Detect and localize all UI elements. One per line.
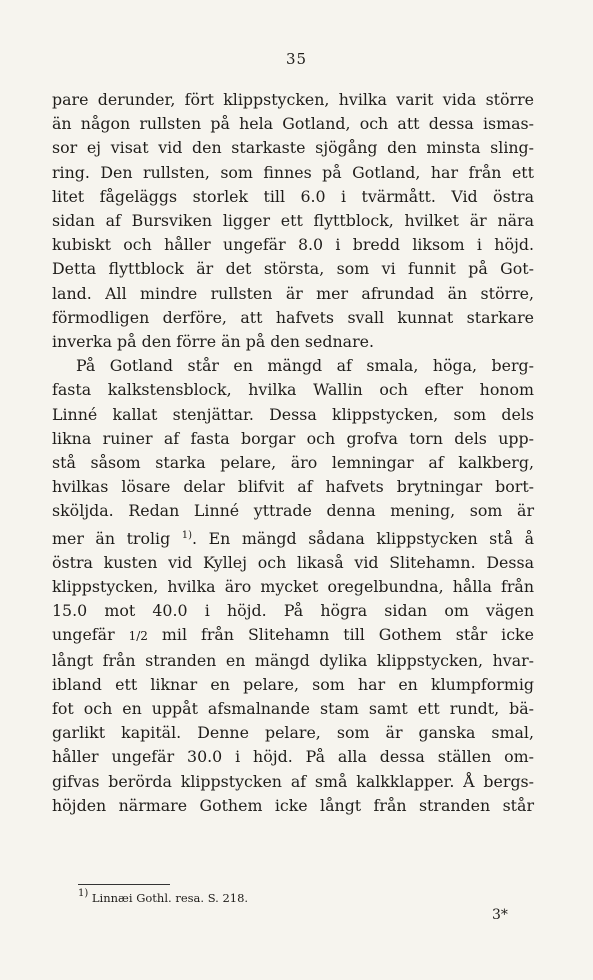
text-line: håller ungefär 30.0 i höjd. På alla dessa ställen om- (52, 747, 534, 767)
text-line: höjden närmare Gothem icke långt från stranden står (52, 795, 534, 815)
text-line (52, 524, 534, 551)
footnote-divider (78, 884, 170, 885)
body-text (52, 88, 534, 818)
text-line: land. All mindre rullsten är mer afrundad än större, (52, 283, 534, 303)
text-line: sidan af Bursviken ligger ett flyttblock, hvilket är nära (52, 211, 534, 231)
text-fragment: mil från Slitehamn till Gothem står icke (161, 625, 534, 645)
footnote (78, 888, 248, 905)
text-line: Linné kallat stenjättar. Dessa klippstycken, som dels (52, 404, 534, 424)
text-line: På Gotland står en mängd af smala, höga, berg- (76, 356, 534, 376)
signature-mark: 3* (492, 907, 508, 923)
text-line: inverka på den förre än på den sednare. (52, 332, 375, 352)
text-line: långt från stranden en mängd dylika klippstycken, hvar- (52, 650, 534, 670)
text-line: Detta flyttblock är det största, som vi funnit på Got- (52, 259, 534, 279)
text-fragment: ungefär (52, 625, 115, 645)
text-line: garlikt kapitäl. Denne pelare, som är ganska smal, (52, 723, 534, 743)
fraction: 1/2 (128, 629, 148, 644)
text-fragment: mer än trolig (52, 528, 171, 548)
text-line: än någon rullsten på hela Gotland, och att dessa ismas- (52, 114, 534, 134)
text-line: förmodligen derföre, att hafvets svall kunnat starkare (52, 307, 534, 327)
text-line: ibland ett liknar en pelare, som har en klumpformig (52, 674, 534, 694)
page-number: 35 (285, 50, 308, 68)
text-line: sor ej visat vid den starkaste sjögång den minsta sling- (52, 138, 534, 158)
text-line: ring. Den rullsten, som finnes på Gotland, har från ett (52, 162, 534, 182)
text-line (52, 623, 534, 648)
text-line: litet fågeläggs storlek till 6.0 i tvärmått. Vid östra (52, 186, 534, 206)
text-line: klippstycken, hvilka äro mycket oregelbundna, hålla från (52, 577, 534, 597)
text-line: fasta kalkstensblock, hvilka Wallin och efter honom (52, 380, 534, 400)
text-line: hvilkas lösare delar blifvit af hafvets brytningar bort- (52, 477, 534, 497)
footnote-reference: 1) (181, 529, 193, 541)
footnote-text: Linnæi Gothl. resa. S. 218. (91, 891, 249, 905)
footnote-marker: 1) (78, 888, 89, 899)
text-line: fot och en uppåt afsmalnande stam samt ett rundt, bä- (52, 699, 534, 719)
text-line: gifvas berörda klippstycken af små kalkklapper. Å bergs- (52, 771, 534, 791)
text-line: pare derunder, fört klippstycken, hvilka varit vida större (52, 90, 534, 109)
text-line: kubiskt och håller ungefär 8.0 i bredd liksom i höjd. (52, 235, 534, 255)
text-line: sköljda. Redan Linné yttrade denna mening, som är (52, 501, 534, 521)
text-line: östra kusten vid Kyllej och likaså vid Slitehamn. Dessa (52, 552, 534, 572)
text-line: likna ruiner af fasta borgar och grofva torn dels upp- (52, 428, 534, 448)
text-fragment: . En mängd sådana klippstycken stå å (192, 528, 535, 548)
text-line: 15.0 mot 40.0 i höjd. På högra sidan om vägen (52, 601, 534, 621)
text-line: stå såsom starka pelare, äro lemningar af kalkberg, (52, 453, 534, 473)
